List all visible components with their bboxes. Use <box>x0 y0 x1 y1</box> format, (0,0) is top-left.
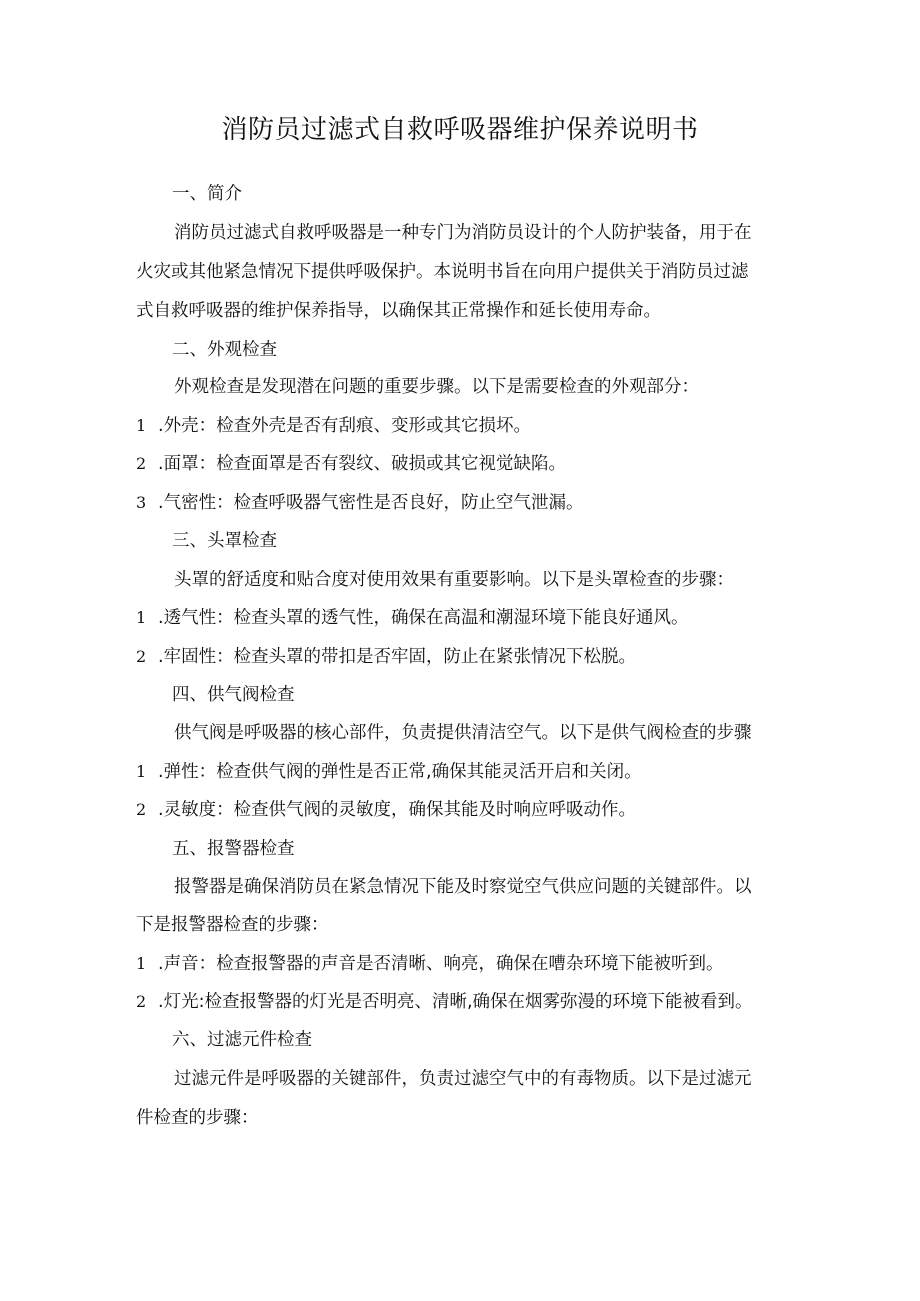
section-heading-filter: 六、过滤元件检查 <box>172 1030 312 1050</box>
list-item <box>136 989 753 1015</box>
list-item <box>136 644 636 670</box>
paragraph-line: 消防员过滤式自救呼吸器是一种专门为消防员设计的个人防护装备，用于在 <box>174 223 752 243</box>
list-item-number: 2 <box>136 454 147 473</box>
list-item-number: 2 <box>136 800 147 819</box>
list-item-text: .灯光:检查报警器的灯光是否明亮、清晰,确保在烟雾弥漫的环境下能被看到。 <box>158 992 753 1012</box>
list-item <box>136 759 642 785</box>
list-item <box>136 451 566 477</box>
section-heading-alarm: 五、报警器检查 <box>172 839 295 859</box>
list-item-text: .弹性：检查供气阀的弹性是否正常,确保其能灵活开启和关闭。 <box>158 762 642 782</box>
list-item-number: 2 <box>136 647 147 666</box>
list-item-text: .声音：检查报警器的声音是否清晰、响亮，确保在嘈杂环境下能被听到。 <box>158 954 724 974</box>
paragraph-line: 过滤元件是呼吸器的关键部件，负责过滤空气中的有毒物质。以下是过滤元 <box>174 1069 752 1089</box>
list-item-number: 1 <box>136 416 147 435</box>
list-item-text: .外壳：检查外壳是否有刮痕、变形或其它损坏。 <box>158 416 532 436</box>
list-item-text: .面罩：检查面罩是否有裂纹、破损或其它视觉缺陷。 <box>158 454 567 474</box>
paragraph-line: 供气阀是呼吸器的核心部件，负责提供清洁空气。以下是供气阀检查的步骤 <box>174 723 752 743</box>
list-item-text: .透气性：检查头罩的透气性，确保在高温和潮湿环境下能良好通风。 <box>158 608 689 628</box>
section-heading-supply-valve: 四、供气阀检查 <box>172 685 295 705</box>
list-item-number: 3 <box>136 493 147 512</box>
list-item-text: .气密性：检查呼吸器气密性是否良好，防止空气泄漏。 <box>158 493 584 513</box>
list-item-number: 1 <box>136 608 147 627</box>
section-heading-appearance: 二、外观检查 <box>172 340 277 360</box>
paragraph-line: 头罩的舒适度和贴合度对使用效果有重要影响。以下是头罩检查的步骤： <box>174 570 734 590</box>
paragraph-line: 式自救呼吸器的维护保养指导，以确保其正常操作和延长使用寿命。 <box>136 301 661 321</box>
paragraph-line: 件检查的步骤： <box>136 1108 259 1128</box>
list-item-text: .灵敏度：检查供气阀的灵敏度，确保其能及时响应呼吸动作。 <box>158 800 637 820</box>
list-item <box>136 490 584 516</box>
list-item-number: 1 <box>136 954 147 973</box>
list-item <box>136 605 689 631</box>
list-item-number: 1 <box>136 762 147 781</box>
paragraph-line: 下是报警器检查的步骤： <box>136 915 329 935</box>
paragraph-line: 报警器是确保消防员在紧急情况下能及时察觉空气供应问题的关键部件。以 <box>174 877 752 897</box>
document-title: 消防员过滤式自救呼吸器维护保养说明书 <box>221 115 699 145</box>
list-item <box>136 413 531 439</box>
section-heading-intro: 一、简介 <box>172 184 242 204</box>
list-item <box>136 797 636 823</box>
list-item-text: .牢固性：检查头罩的带扣是否牢固，防止在紧张情况下松脱。 <box>158 647 637 667</box>
paragraph-line: 火灾或其他紧急情况下提供呼吸保护。本说明书旨在向用户提供关于消防员过滤 <box>136 262 749 282</box>
list-item <box>136 951 724 977</box>
paragraph-line: 外观检查是发现潜在问题的重要步骤。以下是需要检查的外观部分： <box>174 377 699 397</box>
list-item-number: 2 <box>136 992 147 1011</box>
section-heading-hood: 三、头罩检查 <box>172 531 277 551</box>
